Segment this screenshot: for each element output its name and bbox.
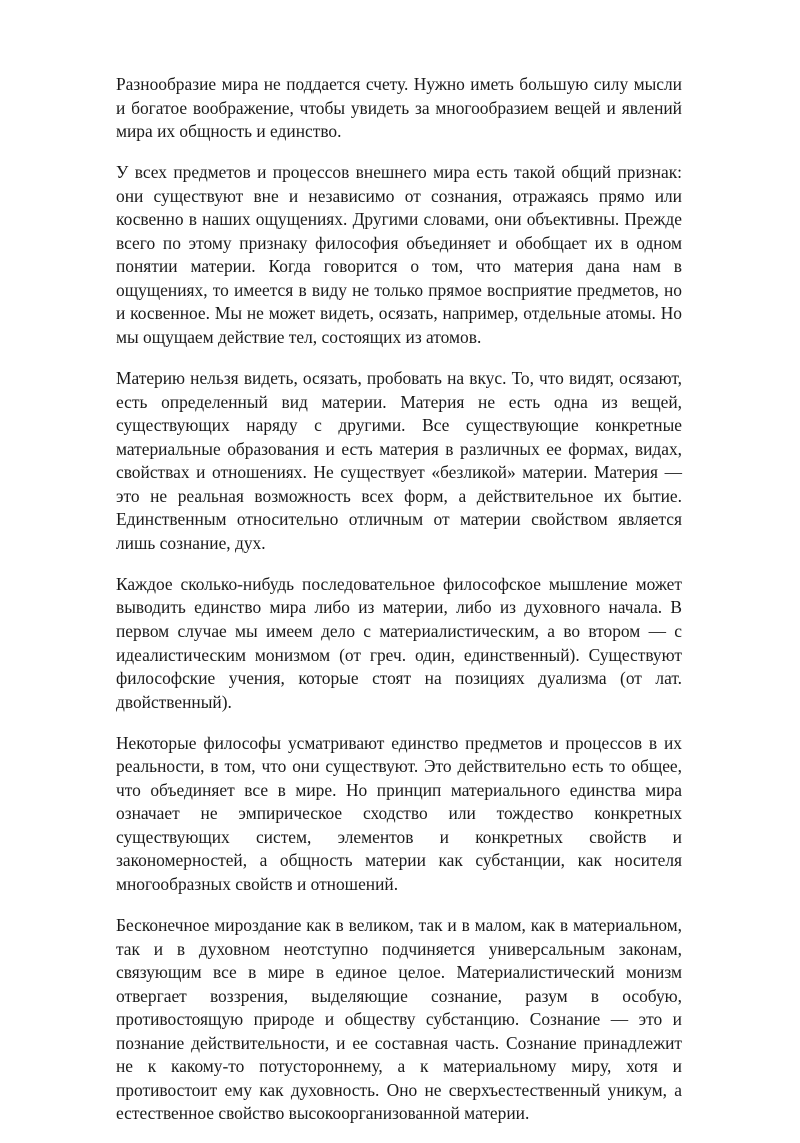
paragraph-4: Каждое сколько-нибудь последовательное философское мышление может выводить единство мира либо из материи, либо из духовного начала. В первом случае мы имеем дело с материалистическим, а во втором — с идеалистическим монизмом (от греч. один, единственный). Существуют философские учения, которые стоят на позициях дуализма (от лат. двойственный).: [116, 573, 682, 712]
paragraph-2: У всех предметов и процессов внешнего мира есть такой общий признак: они существуют вне и независимо от сознания, отражаясь прямо или косвенно в наших ощущениях. Другими словами, они объективны. Прежде всего по этому признаку философия объединяет и обобщает их в одном понятии материи. Когда говорится о том, что материя дана нам в ощущениях, то имеется в виду не только прямое восприятие предметов, но и косвенное. Мы не может видеть, осязать, например, отдельные атомы. Но мы ощущаем действие тел, состоящих из атомов.: [116, 162, 682, 347]
document-page: [116, 73, 682, 1143]
paragraph-5: Некоторые философы усматривают единство предметов и процессов в их реальности, в том, что они существуют. Это действительно есть то общее, что объединяет все в мире. Но принцип материального единства мира означает не эмпирическое сходство или тождество конкретных существующих систем, элементов и конкретных свойств и закономерностей, а общность материи как субстанции, как носителя многообразных свойств и отношений.: [116, 732, 682, 894]
paragraph-3: Материю нельзя видеть, осязать, пробовать на вкус. То, что видят, осязают, есть определенный вид материи. Материя не есть одна из вещей, существующих наряду с другими. Все существующие конкретные материальные образования и есть материя в различных ее формах, видах, свойствах и отношениях. Не существует «безликой» материи. Материя — это не реальная возможность всех форм, а действительное их бытие. Единственным относительно отличным от материи свойством является лишь сознание, дух.: [116, 368, 682, 553]
paragraph-1: Разнообразие мира не поддается счету. Нужно иметь большую силу мысли и богатое воображение, чтобы увидеть за многообразием вещей и явлений мира их общность и единство.: [116, 74, 682, 142]
paragraph-6: Бесконечное мироздание как в великом, так и в малом, как в материальном, так и в духовном неотступно подчиняется универсальным законам, связующим все в мире в единое целое. Материалистический монизм отвергает воззрения, выделяющие сознание, разум в особую, противостоящую природе и обществу субстанцию. Сознание — это и познание действительности, и ее составная часть. Сознание принадлежит не к какому-то потустороннему, а к материальному миру, хотя и противостоит ему как духовность. Оно не сверхъестественный уникум, а естественное свойство высокоорганизованной материи.: [116, 915, 682, 1124]
